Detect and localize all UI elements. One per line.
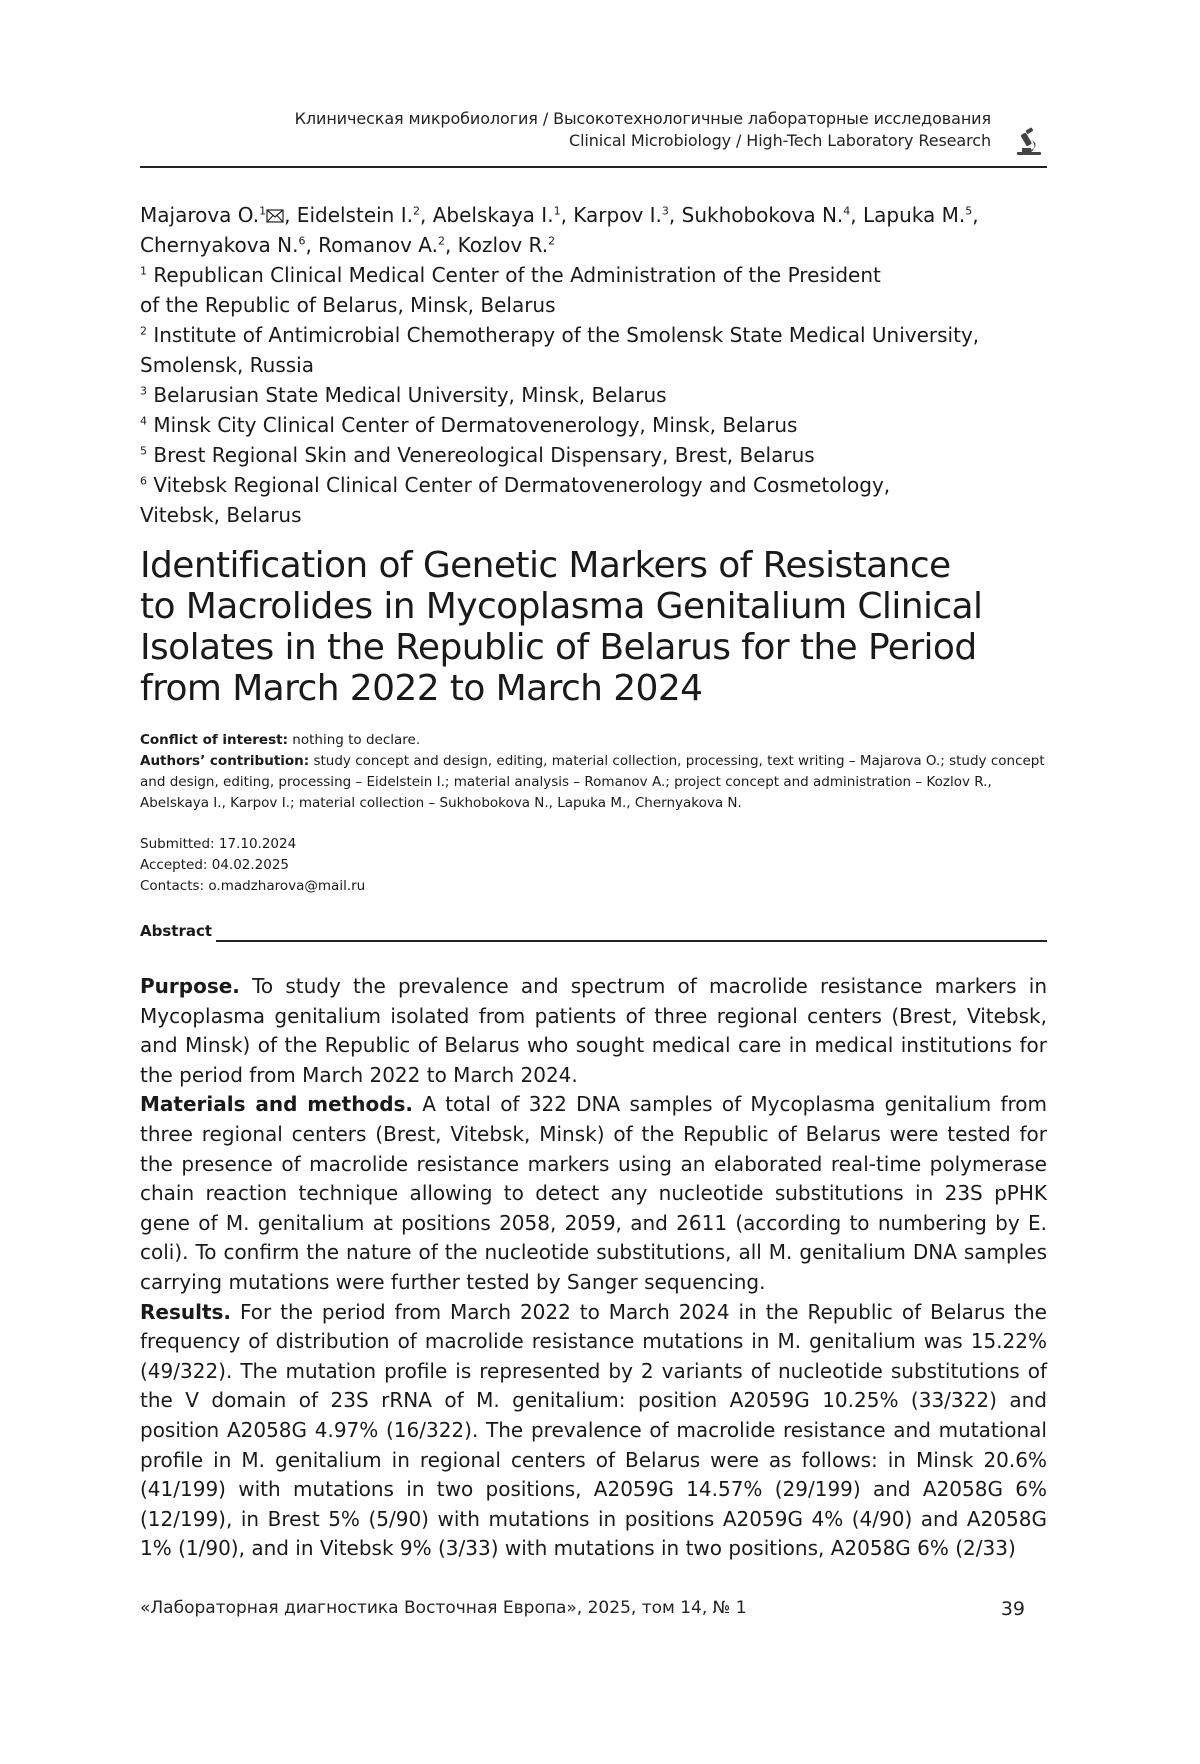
title-line-2: to Macrolides in Mycoplasma Genitalium Clinical: [140, 586, 983, 627]
microscope-icon: [1013, 126, 1045, 158]
submitted-date: Submitted: 17.10.2024: [140, 836, 297, 852]
conflict-of-interest: Conflict of interest: nothing to declare.: [140, 732, 421, 748]
journal-citation: «Лабораторная диагностика Восточная Европа», 2025, том 14, № 1: [140, 1598, 747, 1618]
author-list-line-2: Chernyakova N.$^6$, Romanov A.$^2$, Kozlov R.$^2$: [140, 233, 556, 257]
title-line-1: Identification of Genetic Markers of Resistance: [140, 545, 951, 586]
affiliation-4: $^4$ Minsk City Clinical Center of Dermatovenerology, Minsk, Belarus: [140, 413, 798, 437]
abstract-rule: [216, 940, 1047, 942]
envelope-icon: [266, 209, 284, 223]
title-line-4: from March 2022 to March 2024: [140, 668, 703, 709]
header-rule: [140, 166, 1047, 168]
affiliation-1-cont: of the Republic of Belarus, Minsk, Belarus: [140, 293, 556, 317]
paper-page: [140, 0, 1047, 1764]
article-title: [140, 545, 1047, 709]
author-block: [140, 200, 1047, 530]
abstract-results: Results. For the period from March 2022 to March 2024 in the Republic of Belarus the frequency of distribution of macrolide resistance mutations in M. genitalium was 15.22% (49/322). The mutation profile is represented by 2 variants of nucleotide substitutions of the V domain of 23S rRNA of M. genitalium: position A2059G 10.25% (33/322) and position A2058G 4.97% (16/322). The prevalence of macrolide resistance and mutational profile in M. genitalium in regional centers of Belarus were as follows: in Minsk 20.6% (41/199) with mutations in two positions, A2059G 14.57% (29/199) and A2058G 6% (12/199), in Brest 5% (5/90) with mutations in positions A2059G 4% (4/90) and A2058G 1% (1/90), and in Vitebsk 9% (3/33) with mutations in two positions, A2058G 6% (2/33): [140, 1299, 1047, 1561]
submission-info: [140, 834, 365, 897]
affiliation-6: $^6$ Vitebsk Regional Clinical Center of Dermatovenerology and Cosmetology,: [140, 473, 891, 497]
affiliation-2: $^2$ Institute of Antimicrobial Chemotherapy of the Smolensk State Medical University,: [140, 323, 980, 347]
header-section-ru: Клиническая микробиология / Высокотехнологичные лабораторные исследования: [294, 109, 991, 128]
affiliation-6-cont: Vitebsk, Belarus: [140, 503, 302, 527]
abstract-heading: Abstract: [140, 922, 213, 940]
page-footer: [140, 1598, 1047, 1618]
header-section-en: Clinical Microbiology / High-Tech Laboratory Research: [569, 131, 991, 150]
running-header: [140, 108, 1047, 152]
title-line-3: Isolates in the Republic of Belarus for the Period: [140, 627, 977, 668]
abstract-methods: Materials and methods. A total of 322 DNA samples of Mycoplasma genitalium from three regional centers (Brest, Vitebsk, Minsk) of the Republic of Belarus were tested for the presence of macrolide resistance markers using an elaborated real-time polymerase chain reaction technique allowing to detect any nucleotide substitutions in 23S pPHK gene of M. genitalium at positions 2058, 2059, and 2611 (according to numbering by E. coli). To confirm the nature of the nucleotide substitutions, all M. genitalium DNA samples carrying mutations were further tested by Sanger sequencing.: [140, 1092, 1047, 1294]
authors-contribution: Authors’ contribution: study concept and design, editing, material collection, processing, text writing – Majarova O.; study concept and design, editing, processing – Eidelstein I.; material analysis – Romanov A.; project concept and administration – Kozlov R., Abelskaya I., Karpov I.; material collection – Sukhobokova N., Lapuka M., Chernyakova N.: [140, 753, 1045, 811]
author-list-line-1: Majarova O.$^1$ , Eidelstein I.$^2$, Abelskaya I.$^1$, Karpov I.$^3$, Sukhobokova N.$^4$, Lapuka M.$^5$,: [140, 203, 979, 227]
accepted-date: Accepted: 04.02.2025: [140, 857, 290, 873]
affiliation-2-cont: Smolensk, Russia: [140, 353, 314, 377]
affiliation-5: $^5$ Brest Regional Skin and Venereological Dispensary, Brest, Belarus: [140, 443, 815, 467]
page-number: 39: [1000, 1598, 1025, 1620]
article-meta: [140, 730, 1047, 814]
contact-email: Contacts: o.madzharova@mail.ru: [140, 878, 366, 894]
abstract-body: [140, 972, 1047, 1564]
abstract-purpose: Purpose. To study the prevalence and spectrum of macrolide resistance markers in Mycoplasma genitalium isolated from patients of three regional centers (Brest, Vitebsk, and Minsk) of the Republic of Belarus who sought medical care in medical institutions for the period from March 2022 to March 2024.: [140, 974, 1047, 1087]
affiliation-3: $^3$ Belarusian State Medical University, Minsk, Belarus: [140, 383, 667, 407]
affiliation-1: $^1$ Republican Clinical Medical Center of the Administration of the President: [140, 263, 881, 287]
